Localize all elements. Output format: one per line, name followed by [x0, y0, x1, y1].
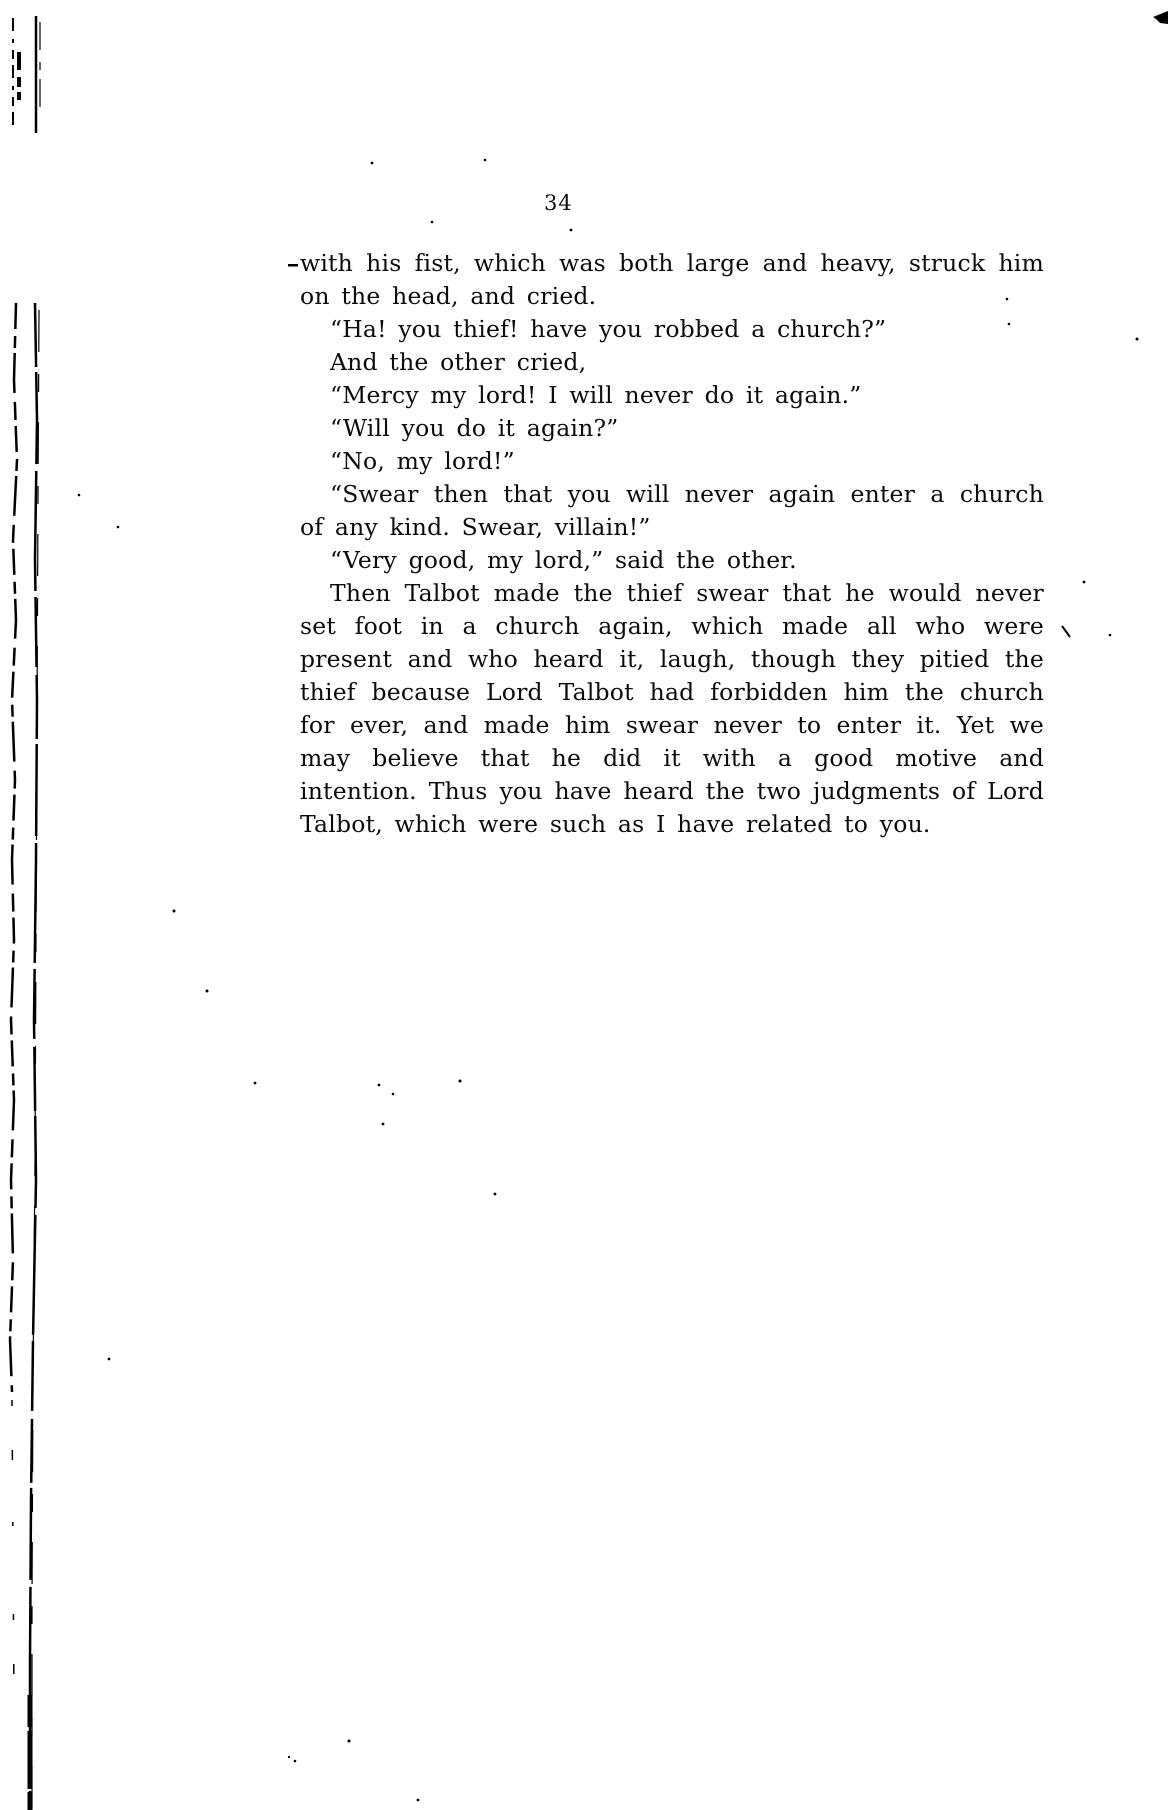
scan-dash: [288, 264, 298, 267]
diagonal-mark: [1062, 626, 1070, 637]
dialogue-line: “Swear then that you will never again enter a church of any kind. Swear, villain!”: [300, 480, 1044, 541]
text-block: [300, 247, 1044, 841]
dialogue-line: “No, my lord!”: [330, 447, 515, 475]
dialogue-line: And the other cried,: [330, 348, 587, 376]
dialogue-line: “Mercy my lord! I will never do it again.”: [330, 381, 862, 409]
dialogue-line: “Very good, my lord,” said the other.: [330, 546, 797, 574]
dialogue-line: “Will you do it again?”: [330, 414, 619, 442]
paragraph-continuation: with his fist, which was both large and heavy, struck him on the head, and cried.: [300, 249, 1044, 310]
binding-marks-main: [10, 303, 39, 1810]
page-number: 34: [544, 191, 573, 215]
dialogue-line: “Ha! you thief! have you robbed a church?”: [330, 315, 887, 343]
binding-marks-top: [13, 16, 40, 133]
paragraph: Then Talbot made the thief swear that he would never set foot in a church again, which made all who were present and who heard it, laugh, though they pitied the thief because Lord Talbot had forbidden him the church for ever, and made him swear never to enter it. Yet we may believe that he did it with a good motive and intention. Thus you have heard the two judgments of Lord Talbot, which were such as I have related to you.: [300, 579, 1044, 838]
corner-mark: [1153, 11, 1168, 24]
